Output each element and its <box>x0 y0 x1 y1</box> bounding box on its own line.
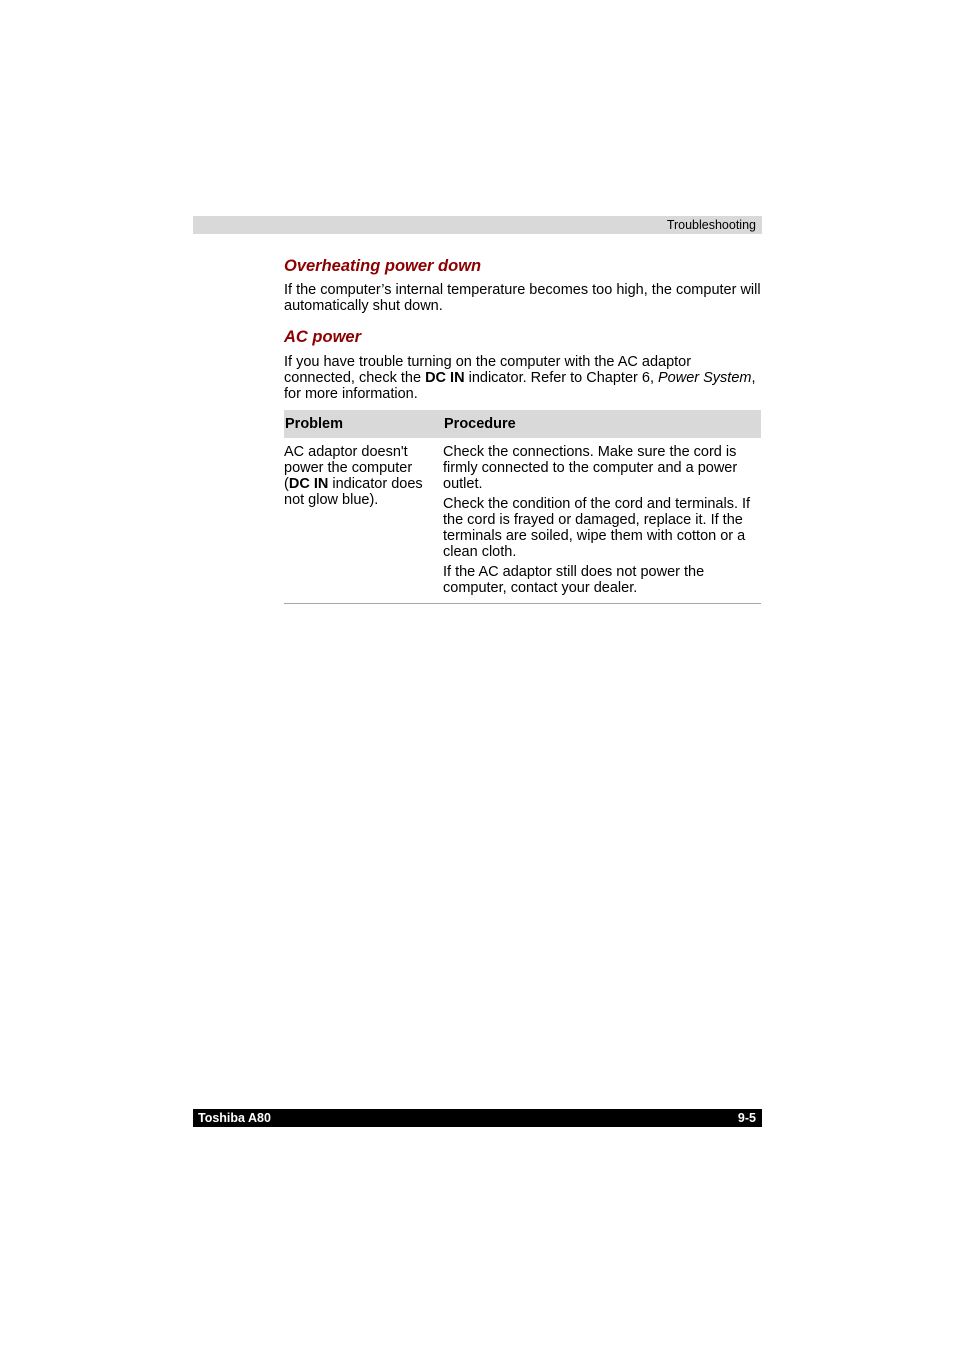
dc-in-term: DC IN <box>425 370 465 386</box>
procedure-step: Check the connections. Make sure the cord is firmly connected to the computer and a power outlet. <box>443 444 738 492</box>
section-title: Troubleshooting <box>666 218 756 232</box>
problem-text-1: AC adaptor doesn't power the computer ( <box>284 444 413 492</box>
intro-text-3: , for more information. <box>284 370 756 402</box>
procedure-step: Check the condition of the cord and terminals. If the cord is frayed or damaged, replace it. If the terminals are soiled, wipe them with cotton or a clean cloth. <box>443 496 751 560</box>
column-header-procedure: Procedure <box>444 416 516 432</box>
running-footer <box>193 1109 762 1127</box>
heading-ac-power: AC power <box>284 328 362 346</box>
column-header-problem: Problem <box>285 416 344 432</box>
power-system-ref: Power System <box>658 370 752 386</box>
product-name: Toshiba A80 <box>198 1111 271 1125</box>
problem-text-2: indicator does not glow blue). <box>284 476 423 508</box>
table-row <box>284 438 761 604</box>
paragraph-overheating: If the computer’s internal temperature becomes too high, the computer will automatically shut down. <box>284 282 761 314</box>
intro-text-2: indicator. Refer to Chapter 6, <box>464 370 658 386</box>
troubleshooting-table <box>284 410 761 604</box>
procedure-step: If the AC adaptor still does not power the computer, contact your dealer. <box>443 564 705 596</box>
intro-text-1: If you have trouble turning on the computer with the AC adaptor connected, check the <box>284 354 692 386</box>
problem-cell <box>284 444 438 508</box>
running-header <box>193 216 762 234</box>
table-header <box>284 410 761 438</box>
procedure-cell <box>443 444 761 600</box>
problem-dc-in: DC IN <box>288 476 329 492</box>
paragraph-ac-power <box>284 354 762 402</box>
heading-overheating: Overheating power down <box>284 257 482 275</box>
page-number: 9-5 <box>737 1111 756 1125</box>
